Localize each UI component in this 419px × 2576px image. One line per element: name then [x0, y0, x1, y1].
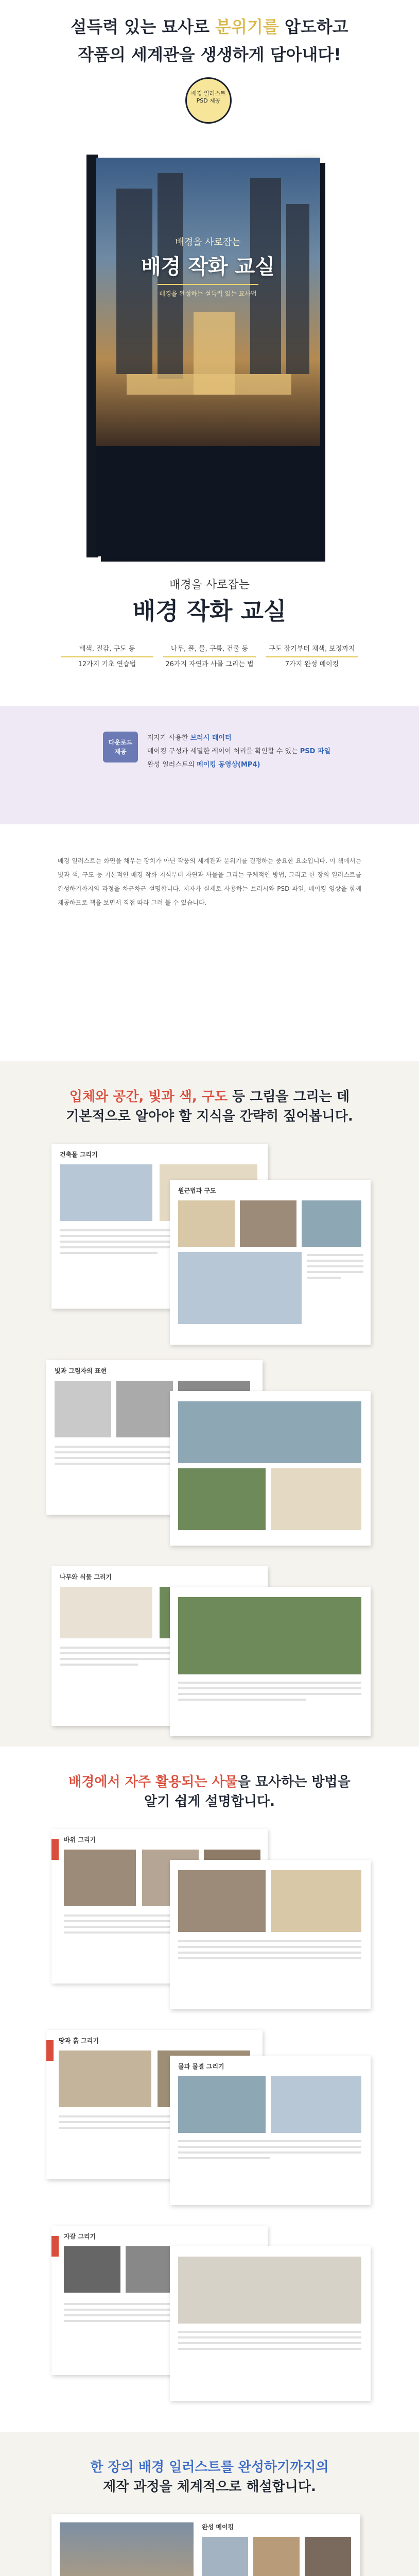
- intro-paragraph: 배경 일러스트는 화면을 채우는 장치가 아닌 작품의 세계관과 분위기를 결정하는 중요한 요소입니다. 이 책에서는 빛과 색, 구도 등 기본적인 배경 작화 지식부터 자연과 사물을 그리는 구체적인 방법, 그리고 한 장의 일러스트를 완성하기까지의 과정을 차근차근 설명합니다. 저자가 실제로 사용하는 브러시와 PSD 파일, 메이킹 영상을 함께 제공하므로 책을 보면서 직접 따라 그려 볼 수 있습니다.: [58, 857, 361, 906]
- headline-text: 설득력 있는 묘사로: [71, 17, 216, 37]
- download-badge: [103, 732, 138, 762]
- bonus-highlight: 브러시 데이터: [190, 734, 232, 742]
- bonus-list: [147, 732, 363, 772]
- section-heading: [0, 2458, 419, 2497]
- cover-bottom-band: [96, 446, 320, 556]
- cover-small-title: 배경을 사로잡는: [175, 237, 241, 248]
- headline-text: 생생하게 담아내다!: [195, 45, 341, 64]
- section-heading: [0, 1772, 419, 1811]
- book-subtitle: 배경을 사로잡는: [169, 579, 250, 591]
- page-title: 자갈 그리기: [64, 2233, 96, 2240]
- feature-line-1: 구도 잡기부터 채색, 보정까지: [269, 645, 355, 653]
- heading-highlight: 배경에서 자주 활용되는 사물: [68, 1774, 238, 1790]
- heading-line-2: 제작 과정을 체계적으로 해설합니다.: [103, 2479, 316, 2495]
- feature-line-1: 나무, 풀, 물, 구름, 건물 등: [170, 645, 249, 653]
- hero-headline-2: [0, 42, 419, 67]
- page-title: 완성 메이킹: [202, 2523, 234, 2531]
- book-page-preview: [170, 1391, 371, 1546]
- feature-row: [61, 644, 358, 675]
- badge-line: 다운로드: [108, 739, 133, 746]
- book-title: 배경 작화 교실: [132, 597, 287, 625]
- section-heading: [0, 1087, 419, 1126]
- page-title: 건축물 그리기: [60, 1151, 98, 1158]
- page-title: 원근법과 구도: [178, 1187, 216, 1194]
- cover-badge: 배경 일러스트 PSD 제공: [185, 77, 232, 124]
- heading-line-2: 알기 쉽게 설명합니다.: [144, 1794, 275, 1809]
- headline-highlight: 분위기를: [215, 17, 279, 37]
- feature-line-1: 배색, 질감, 구도 등: [79, 645, 135, 653]
- book-page-preview: [170, 1860, 371, 2009]
- page-title: 나무와 식물 그리기: [60, 1573, 112, 1581]
- heading-text: 을 묘사하는 방법을: [237, 1774, 351, 1790]
- heading-highlight: 입체와 공간, 빛과 색, 구도: [69, 1089, 228, 1105]
- bonus-text: 메이킹 구성과 세밀한 레이어 처리를 확인할 수 있는: [147, 748, 300, 755]
- headline-text: 압도하고: [278, 17, 348, 37]
- page-title: 물과 물결 그리기: [178, 2063, 224, 2070]
- cover-divider: [158, 284, 258, 285]
- heading-line-2: 기본적으로 알아야 할 지식을 간략히 짚어봅니다.: [66, 1109, 353, 1124]
- cover-description: 배경을 완성하는 설득력 있는 묘사법: [159, 290, 257, 297]
- bonus-text: 저자가 사용한: [147, 734, 190, 742]
- headline-highlight: 세계관을: [131, 45, 195, 64]
- feature-item: [266, 644, 358, 675]
- bonus-highlight: 메이킹 동영상(MP4): [197, 761, 260, 769]
- cover-big-title: 배경 작화 교실: [141, 255, 275, 279]
- bonus-text: 완성 일러스트의: [147, 761, 197, 769]
- page-title: 빛과 그림자의 표현: [55, 1367, 107, 1375]
- feature-line-2: 12가지 기초 연습법: [78, 660, 136, 668]
- heading-text: 등 그림을 그리는 데: [227, 1089, 350, 1105]
- book-page-preview: [170, 1180, 371, 1345]
- headline-text: 작품의: [78, 45, 132, 64]
- book-cover: [96, 158, 320, 556]
- book-page-preview: [170, 1587, 371, 1736]
- feature-line-2: 7가지 완성 메이킹: [285, 660, 339, 668]
- badge-line: 제공: [114, 748, 127, 755]
- feature-item: [61, 644, 153, 675]
- feature-item: [163, 644, 256, 675]
- page-title: 바위 그리기: [64, 1836, 96, 1843]
- hero-headline-1: [0, 14, 419, 39]
- book-page-preview: [51, 2514, 360, 2576]
- book-page-preview: [170, 2056, 371, 2205]
- bonus-highlight: PSD 파일: [300, 748, 331, 755]
- cover-illustration: [96, 158, 320, 446]
- book-page-preview: [170, 2246, 371, 2401]
- page-title: 땅과 흙 그리기: [59, 2037, 99, 2044]
- heading-text: 한 장의 배경 일러스트를 완성하기까지의: [90, 2460, 329, 2475]
- feature-line-2: 26가지 자연과 사물 그리는 법: [165, 660, 254, 668]
